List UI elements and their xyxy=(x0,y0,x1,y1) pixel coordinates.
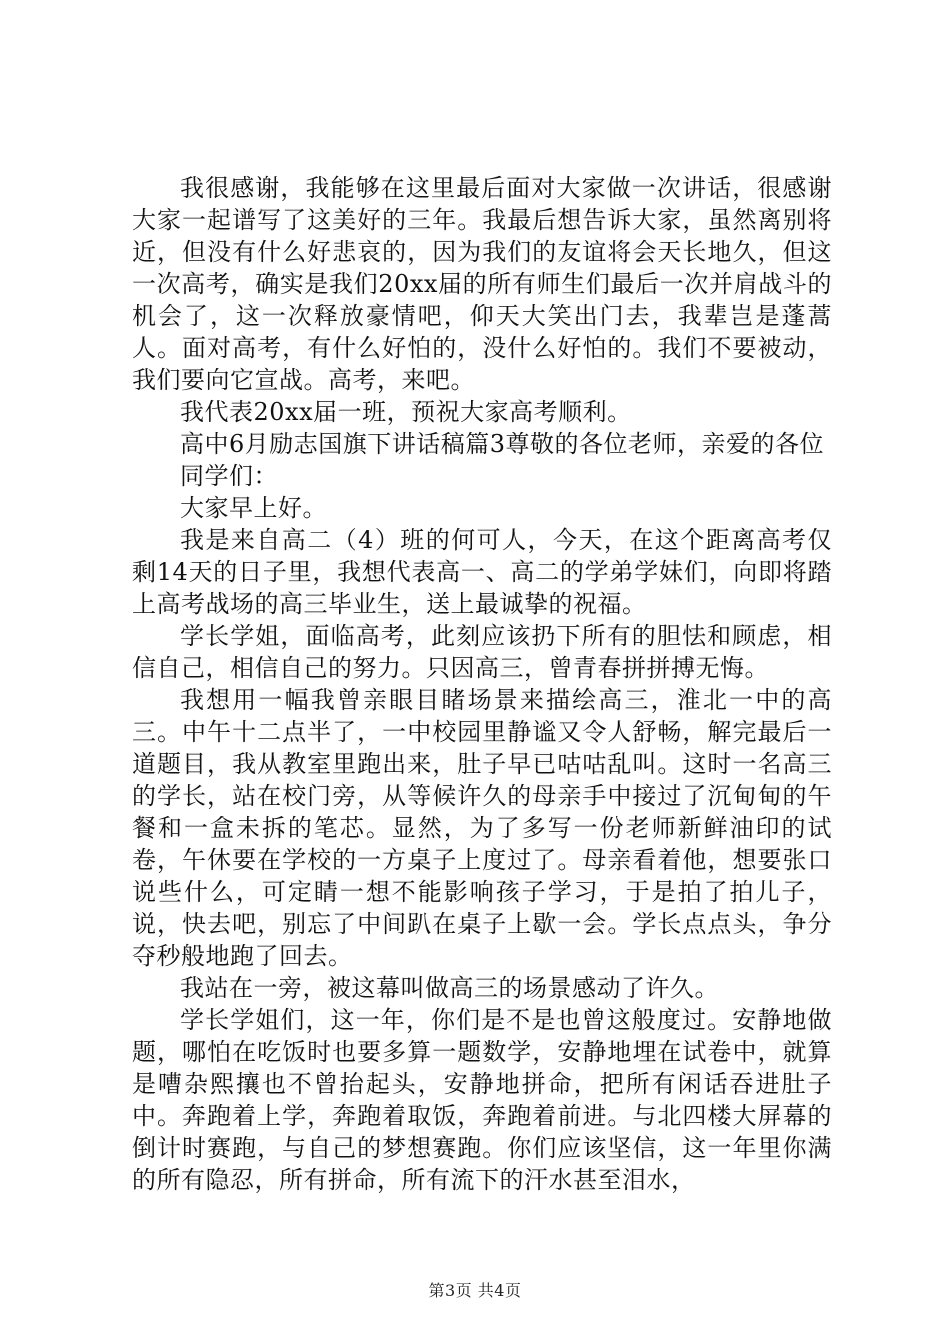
paragraph-introduction: 我是来自高二（4）班的何可人，今天，在这个距离高考仅剩14天的日子里，我想代表高一、高二的学弟学妹们，向即将踏上高考战场的高三毕业生，送上最诚挚的祝福。 xyxy=(132,526,832,618)
page-footer: 第3页 共4页 xyxy=(428,1281,522,1300)
document-body xyxy=(132,172,832,1196)
paragraph-reflection: 我站在一旁，被这幕叫做高三的场景感动了许久。 xyxy=(180,974,719,1002)
paragraph-section-heading: 高中6月励志国旗下讲话稿篇3尊敬的各位老师，亲爱的各位 xyxy=(180,430,825,458)
paragraph-senior-year: 学长学姐们，这一年，你们是不是也曾这般度过。安静地做题，哪怕在吃饭时也要多算一题数学，安静地埋在试卷中，就算是嘈杂熙攘也不曾抬起头，安静地拼命，把所有闲话吞进肚子中。奔跑着上学，奔跑着取饭，奔跑着前进。与北四楼大屏幕的倒计时赛跑，与自己的梦想赛跑。你们应该坚信，这一年里你满的所有隐忍，所有拼命，所有流下的汗水甚至泪水， xyxy=(132,1006,832,1194)
paragraph-scene-description: 我想用一幅我曾亲眼目睹场景来描绘高三，淮北一中的高三。中午十二点半了，一中校园里静谧又令人舒畅，解完最后一道题目，我从教室里跑出来，肚子早已咕咕乱叫。这时一名高三的学长，站在校门旁，从等候许久的母亲手中接过了沉甸甸的午餐和一盒未拆的笔芯。显然，为了多写一份老师新鲜油印的试卷，午休要在学校的一方桌子上度过了。母亲看着他，想要张口说些什么，可定睛一想不能影响孩子学习，于是拍了拍儿子，说，快去吧，别忘了中间趴在桌子上歇一会。学长点点头，争分夺秒般地跑了回去。 xyxy=(132,686,832,970)
paragraph-class-wish: 我代表20xx届一班，预祝大家高考顺利。 xyxy=(180,398,632,426)
paragraph-greeting: 大家早上好。 xyxy=(180,494,327,522)
paragraph-encouragement: 学长学姐，面临高考，此刻应该扔下所有的胆怯和顾虑，相信自己，相信自己的努力。只因高三，曾青春拼拼搏无悔。 xyxy=(132,622,832,682)
paragraph-salutation: 同学们： xyxy=(180,462,278,490)
paragraph-closing-speech: 我很感谢，我能够在这里最后面对大家做一次讲话，很感谢大家一起谱写了这美好的三年。我最后想告诉大家，虽然离别将近，但没有什么好悲哀的，因为我们的友谊将会天长地久，但这一次高考，确实是我们20xx届的所有师生们最后一次并肩战斗的机会了，这一次释放豪情吧，仰天大笑出门去，我辈岂是蓬蒿人。面对高考，有什么好怕的，没什么好怕的。我们不要被动，我们要向它宣战。高考，来吧。 xyxy=(132,174,832,394)
